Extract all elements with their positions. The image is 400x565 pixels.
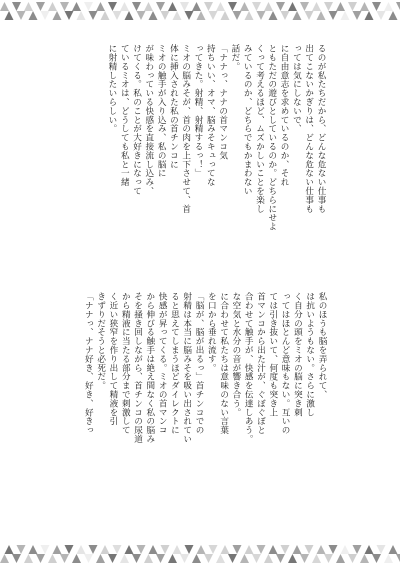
triangle-ornament xyxy=(312,554,321,563)
triangle-ornament xyxy=(113,11,122,20)
triangle-ornament xyxy=(209,545,218,554)
triangle-ornament xyxy=(336,554,345,563)
triangle-ornament xyxy=(257,545,266,554)
triangle-ornament xyxy=(317,545,326,554)
text-line: るのが私たちだから、どんな危ない仕事も xyxy=(316,44,326,214)
triangle-ornament xyxy=(89,545,98,554)
triangle-ornament xyxy=(185,11,194,20)
triangle-ornament xyxy=(84,554,93,563)
text-line: 私のほうも脳を弄られて、 xyxy=(317,292,327,399)
triangle-ornament xyxy=(204,2,213,11)
triangle-ornament xyxy=(101,11,110,20)
triangle-ornament xyxy=(149,545,158,554)
triangle-ornament xyxy=(240,2,249,11)
lower-text-block xyxy=(73,292,328,524)
triangle-ornament xyxy=(353,545,362,554)
triangle-ornament xyxy=(300,2,309,11)
text-line: ともただの遊びとしているのか。どちらにせよ xyxy=(266,44,277,231)
triangle-ornament xyxy=(348,554,357,563)
triangle-ornament xyxy=(281,11,290,20)
text-line: な空気と水分の音が響き合う。 xyxy=(230,292,241,417)
text-line: っては気にしないで、 xyxy=(291,44,302,133)
triangle-ornament xyxy=(324,2,333,11)
triangle-ornament xyxy=(312,2,321,11)
triangle-ornament xyxy=(17,545,26,554)
triangle-ornament xyxy=(89,11,98,20)
triangle-ornament xyxy=(41,11,50,20)
text-line: 話だ。 xyxy=(229,44,240,71)
triangle-ornament xyxy=(233,545,242,554)
triangle-ornament xyxy=(24,2,33,11)
text-line: 「ナナっ、ナナの首マンコ気 xyxy=(217,44,228,160)
text-line: 合わせて触手が、快感を伝達しあう。 xyxy=(243,292,254,444)
triangle-ornament xyxy=(65,11,74,20)
text-line: 首マンコから出た汁が、ぐぼぐぼと xyxy=(255,292,266,435)
triangle-ornament xyxy=(168,554,177,563)
text-line: を口から垂れ流す。 xyxy=(206,292,217,373)
triangle-ornament xyxy=(5,545,14,554)
triangle-ornament xyxy=(53,545,62,554)
triangle-ornament xyxy=(96,554,105,563)
triangle-ornament xyxy=(281,545,290,554)
triangle-ornament xyxy=(96,2,105,11)
triangle-ornament xyxy=(132,554,141,563)
top-triangle-border xyxy=(0,0,400,22)
text-line: 快感が昇ってくる。ミオの首マンコ xyxy=(157,292,168,435)
triangle-ornament xyxy=(17,11,26,20)
text-line: くって考えるほど、ムズかしいことを楽し xyxy=(254,44,265,214)
triangle-ornament xyxy=(317,11,326,20)
triangle-ornament xyxy=(156,554,165,563)
text-line: そを掻き回しながら、首チンコの尿道 xyxy=(132,292,143,444)
triangle-ornament xyxy=(65,545,74,554)
triangle-ornament xyxy=(60,2,69,11)
triangle-ornament xyxy=(173,545,182,554)
text-line: く自分の頭をミオの脳に突き刺 xyxy=(292,292,303,417)
triangle-ornament xyxy=(384,2,393,11)
triangle-ornament xyxy=(48,554,57,563)
triangle-ornament xyxy=(132,2,141,11)
triangle-ornament xyxy=(125,11,134,20)
triangle-ornament xyxy=(84,2,93,11)
bottom-triangle-border xyxy=(0,543,400,565)
triangle-ornament xyxy=(329,545,338,554)
triangle-ornament xyxy=(264,2,273,11)
text-line: 出てこないかぎりは、どんな危ない仕事も xyxy=(303,44,314,214)
triangle-ornament xyxy=(125,545,134,554)
triangle-ornament xyxy=(216,554,225,563)
triangle-ornament xyxy=(360,554,369,563)
triangle-ornament xyxy=(293,545,302,554)
triangle-ornament xyxy=(156,2,165,11)
triangle-ornament xyxy=(120,2,129,11)
triangle-ornament xyxy=(341,11,350,20)
triangle-ornament xyxy=(53,11,62,20)
triangle-ornament xyxy=(0,554,9,563)
triangle-ornament xyxy=(12,2,21,11)
triangle-ornament xyxy=(365,11,374,20)
triangle-ornament xyxy=(173,11,182,20)
triangle-ornament xyxy=(108,554,117,563)
text-line: ては引き抜いて、何度も突き上 xyxy=(267,292,278,417)
text-line: ミオの脳みそが、首の肉を上下させて、首 xyxy=(180,44,191,214)
triangle-ornament xyxy=(389,11,398,20)
text-line: く近い狭窄を作り出して精液を引 xyxy=(107,292,118,426)
triangle-ornament xyxy=(72,2,81,11)
text-line: みているのか、どちらでもかまわない xyxy=(242,44,253,196)
triangle-ornament xyxy=(365,545,374,554)
triangle-ornament xyxy=(216,2,225,11)
triangle-ornament xyxy=(24,554,33,563)
triangle-ornament xyxy=(348,2,357,11)
triangle-ornament xyxy=(60,554,69,563)
triangle-ornament xyxy=(192,554,201,563)
text-line: に自由意志を求めているのか、それ xyxy=(279,44,290,187)
triangle-ornament xyxy=(396,554,400,563)
triangle-ornament xyxy=(197,11,206,20)
triangle-ornament xyxy=(245,11,254,20)
text-line: 持ちいい、オマ、脳みそキュってな xyxy=(205,44,216,187)
text-line: 体に挿入された私の首チンコに xyxy=(168,44,179,169)
triangle-ornament xyxy=(29,545,38,554)
triangle-ornament xyxy=(245,545,254,554)
text-line: は抗いようもない。さらに激し xyxy=(304,292,315,417)
triangle-ornament xyxy=(377,11,386,20)
triangle-ornament xyxy=(161,11,170,20)
triangle-ornament xyxy=(269,11,278,20)
triangle-ornament xyxy=(276,554,285,563)
text-line: 「脳が、脳が出るっ」首チンコでの xyxy=(194,292,205,435)
text-line: から精液に当たる部分まで刺激して xyxy=(120,292,131,435)
text-line: 射精は本当に脳みそを吸い出されてい xyxy=(181,292,192,444)
triangle-ornament xyxy=(36,554,45,563)
triangle-ornament xyxy=(144,554,153,563)
triangle-ornament xyxy=(180,2,189,11)
triangle-ornament xyxy=(77,11,86,20)
text-line: ているミオは、どうしても私と一緒 xyxy=(119,44,130,187)
text-line: に合わせて私たちは意味のない言葉 xyxy=(218,292,229,435)
triangle-ornament xyxy=(12,554,21,563)
triangle-ornament xyxy=(384,554,393,563)
triangle-ornament xyxy=(192,2,201,11)
text-line: が味わっている快感を直接流し込み、 xyxy=(143,44,154,196)
triangle-ornament xyxy=(396,2,400,11)
triangle-ornament xyxy=(305,11,314,20)
triangle-ornament xyxy=(228,2,237,11)
triangle-ornament xyxy=(377,545,386,554)
triangle-ornament xyxy=(120,554,129,563)
triangle-ornament xyxy=(41,545,50,554)
triangle-ornament xyxy=(324,554,333,563)
triangle-ornament xyxy=(221,545,230,554)
text-line: ると思えてしまうほどダイレクトに xyxy=(169,292,180,435)
triangle-ornament xyxy=(360,2,369,11)
text-line: きずりだそうと必死だ。 xyxy=(95,292,106,390)
triangle-ornament xyxy=(336,2,345,11)
triangle-ornament xyxy=(161,545,170,554)
text-line: ミオの触手が入り込み、私の脳に xyxy=(156,44,167,178)
triangle-ornament xyxy=(372,2,381,11)
triangle-ornament xyxy=(300,554,309,563)
triangle-ornament xyxy=(48,2,57,11)
triangle-ornament xyxy=(372,554,381,563)
triangle-ornament xyxy=(233,11,242,20)
triangle-ornament xyxy=(137,11,146,20)
triangle-ornament xyxy=(252,2,261,11)
text-line: に射精したいらしい。 xyxy=(106,44,117,133)
triangle-ornament xyxy=(77,545,86,554)
triangle-ornament xyxy=(108,2,117,11)
triangle-ornament xyxy=(0,2,9,11)
triangle-ornament xyxy=(149,11,158,20)
text-line: ってきた。射精、射精するっ！」 xyxy=(193,44,204,178)
triangle-ornament xyxy=(269,545,278,554)
text-line: けてくる。私のことが大好きになって xyxy=(131,44,142,196)
triangle-ornament xyxy=(209,11,218,20)
triangle-ornament xyxy=(389,545,398,554)
text-line: から伸びる触手は絶え間なく私の脳み xyxy=(144,292,155,444)
text-line: ってはほとんど意味もない。互いの xyxy=(280,292,291,435)
upper-text-block xyxy=(72,44,327,276)
triangle-ornament xyxy=(180,554,189,563)
triangle-ornament xyxy=(168,2,177,11)
triangle-ornament xyxy=(101,545,110,554)
triangle-ornament xyxy=(353,11,362,20)
triangle-ornament xyxy=(197,545,206,554)
triangle-ornament xyxy=(240,554,249,563)
triangle-ornament xyxy=(137,545,146,554)
text-line: 「ナナっ、ナナ好き、好き、好きっ xyxy=(83,292,94,435)
triangle-ornament xyxy=(72,554,81,563)
triangle-ornament xyxy=(276,2,285,11)
triangle-ornament xyxy=(185,545,194,554)
triangle-ornament xyxy=(144,2,153,11)
triangle-ornament xyxy=(305,545,314,554)
triangle-ornament xyxy=(221,11,230,20)
triangle-ornament xyxy=(36,2,45,11)
triangle-ornament xyxy=(293,11,302,20)
triangle-ornament xyxy=(5,11,14,20)
triangle-ornament xyxy=(288,2,297,11)
triangle-ornament xyxy=(257,11,266,20)
triangle-ornament xyxy=(288,554,297,563)
triangle-ornament xyxy=(113,545,122,554)
triangle-ornament xyxy=(29,11,38,20)
triangle-ornament xyxy=(252,554,261,563)
triangle-ornament xyxy=(204,554,213,563)
triangle-ornament xyxy=(228,554,237,563)
triangle-ornament xyxy=(264,554,273,563)
triangle-ornament xyxy=(341,545,350,554)
triangle-ornament xyxy=(329,11,338,20)
